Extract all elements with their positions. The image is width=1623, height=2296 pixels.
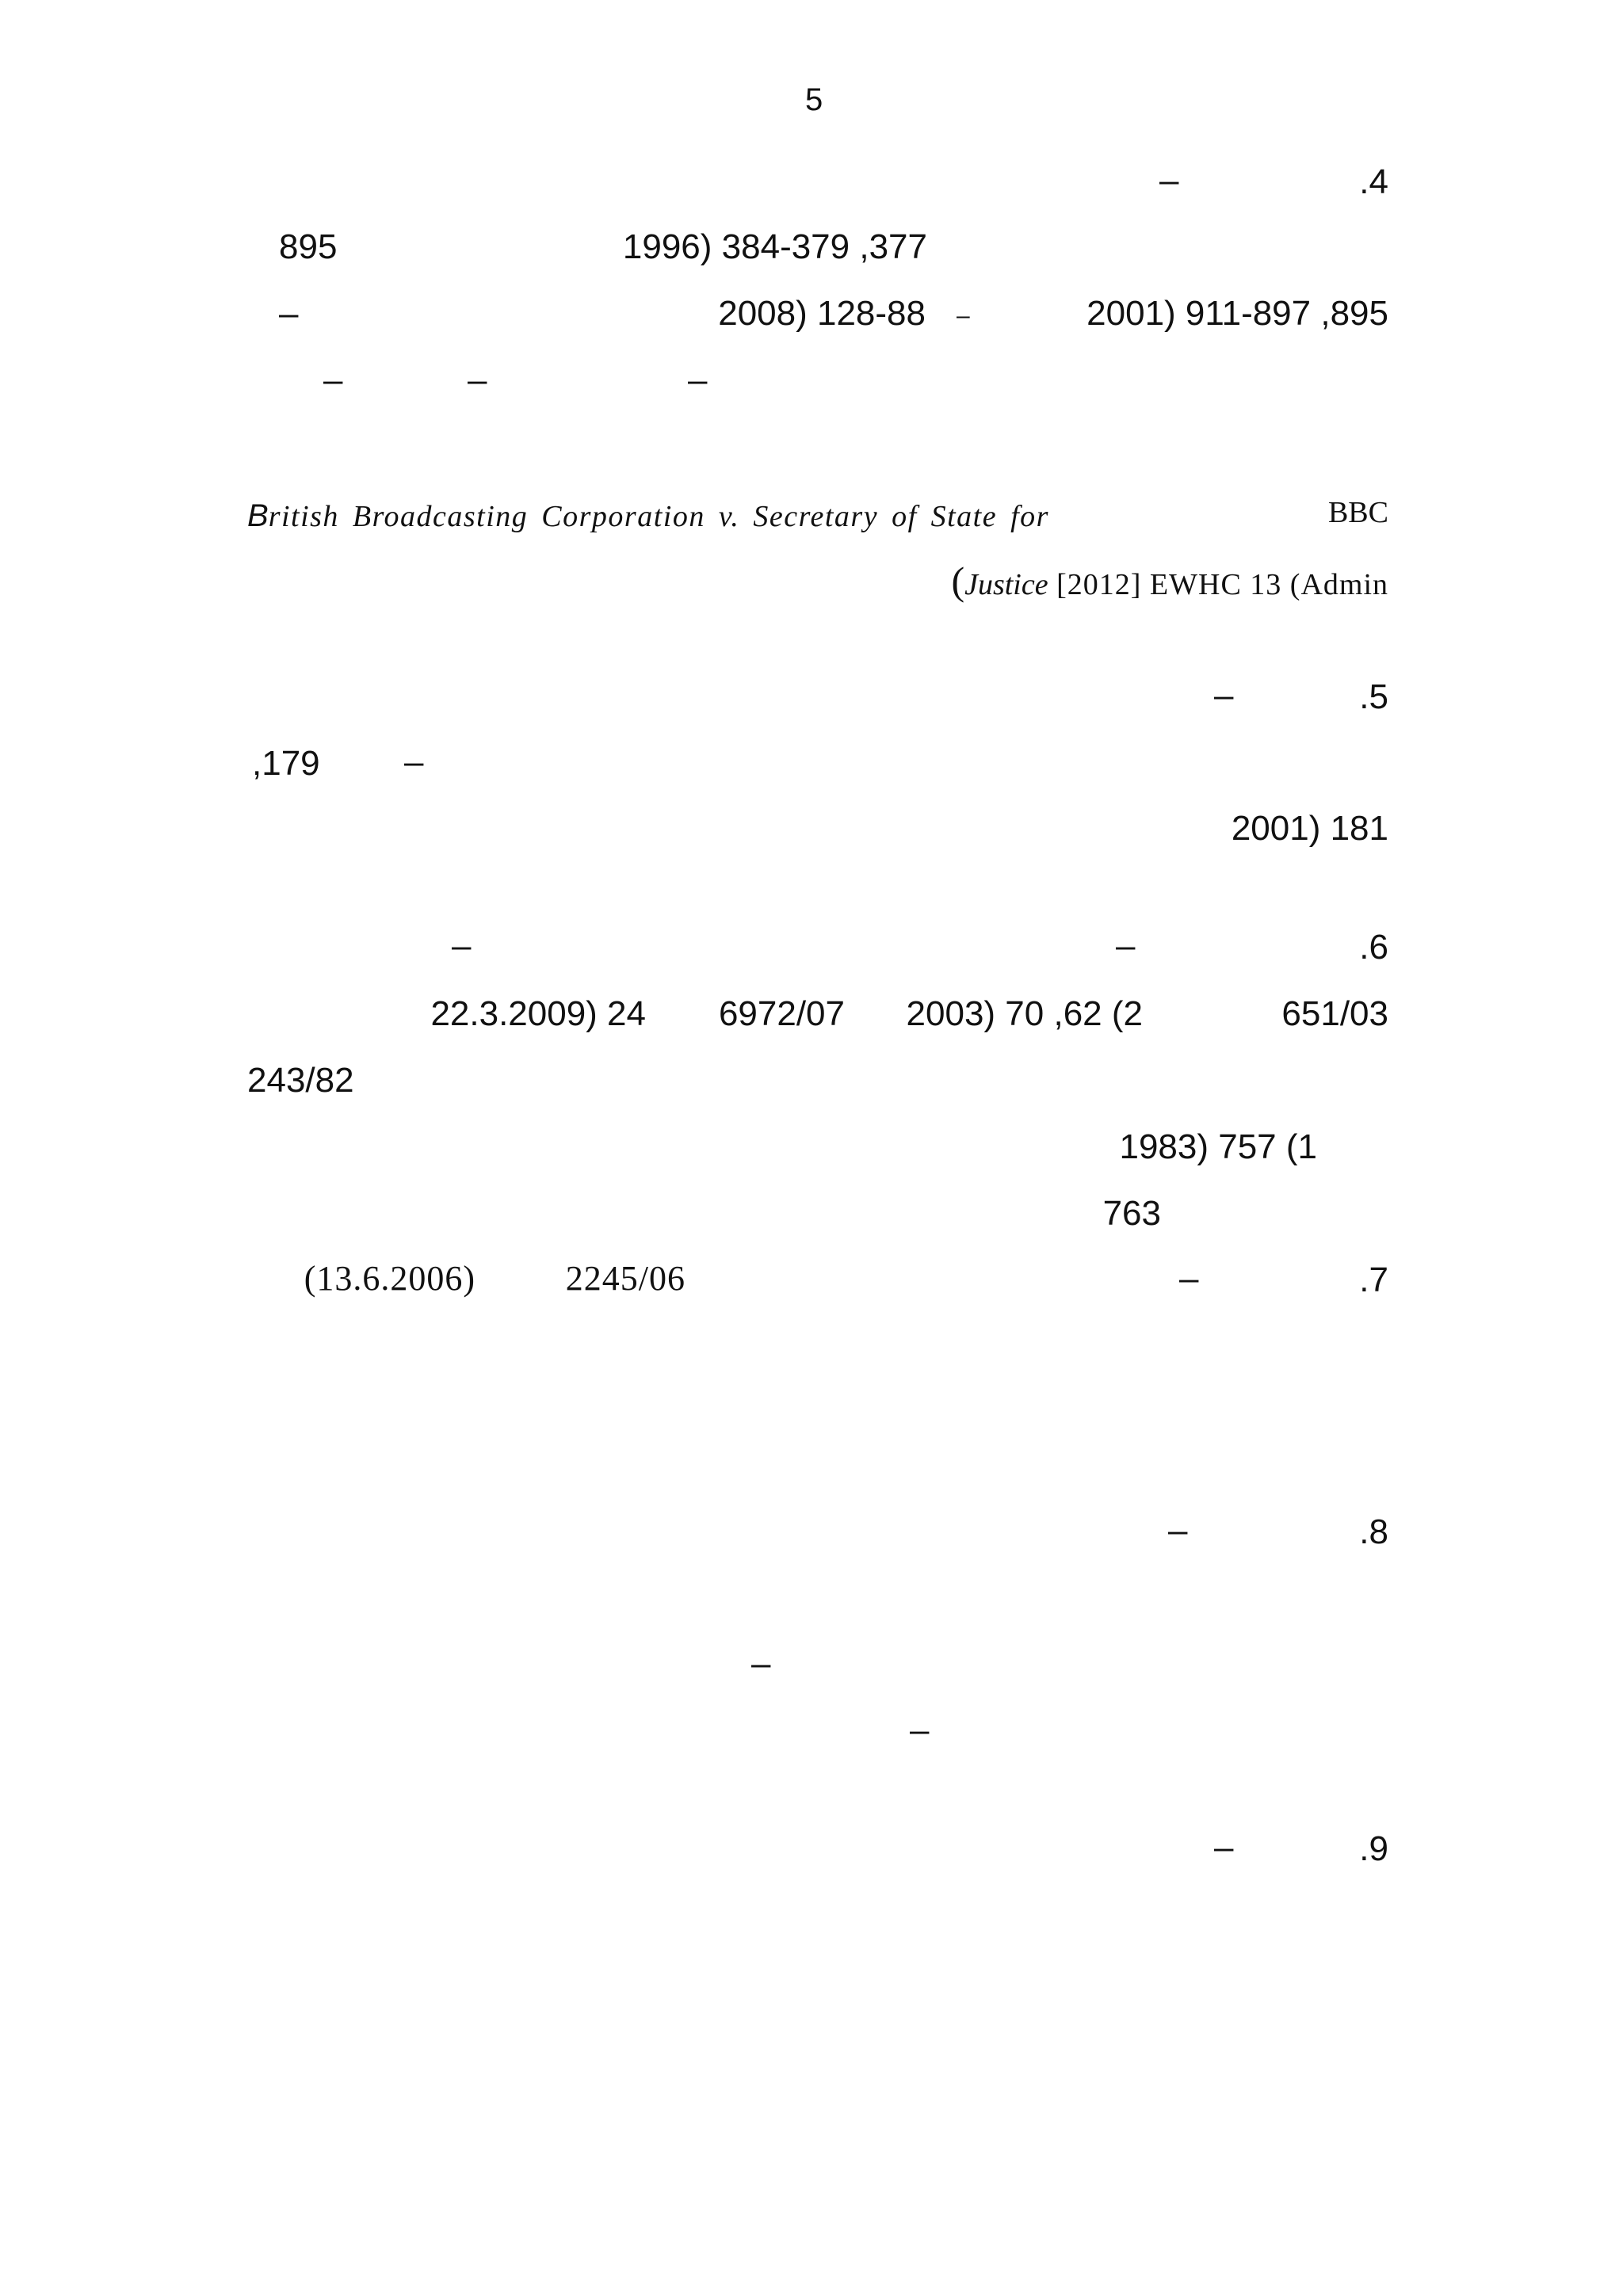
footnote-4-citation-895: 895 bbox=[279, 227, 338, 266]
footnote-number-8: .8 bbox=[1359, 1512, 1388, 1551]
footnote-number-4: .4 bbox=[1359, 162, 1388, 201]
footnote-4-citation-1996: 1996) 384-379 ,377 bbox=[622, 227, 927, 266]
footnote-6-page-763: 763 bbox=[1102, 1194, 1161, 1233]
footnote-7-case-2245: 2245/06 bbox=[565, 1259, 685, 1298]
footnote-4-dash-3: – bbox=[957, 303, 970, 329]
footnote-number-5: .5 bbox=[1359, 677, 1388, 716]
footnote-number-9: .9 bbox=[1359, 1829, 1388, 1868]
footnote-8-dash: – bbox=[1168, 1511, 1188, 1550]
footnote-5-dash-2: – bbox=[404, 742, 424, 781]
footnote-4-dash-2: – bbox=[279, 294, 299, 333]
footnote-8-dash-3: – bbox=[910, 1711, 930, 1749]
footnote-6-citation-1983: 1983) 757 (1 bbox=[1119, 1127, 1317, 1166]
footnote-4-dash-5: – bbox=[468, 360, 487, 399]
footnote-5-dash: – bbox=[1214, 676, 1234, 715]
footnote-6-citation-2003: 2003) 70 ,62 (2 bbox=[906, 994, 1143, 1033]
bbc-case-neutral-citation: [2012] EWHC 13 (Admin bbox=[1048, 568, 1388, 601]
footnote-8-dash-2: – bbox=[751, 1644, 771, 1683]
footnote-number-6: .6 bbox=[1359, 928, 1388, 967]
bbc-case-title-rest: ritish Broadcasting Corporation v. Secretary of State for bbox=[268, 500, 1049, 533]
footnote-4-dash-4: – bbox=[323, 360, 343, 399]
footnote-number-7: .7 bbox=[1359, 1261, 1388, 1299]
footnote-5-citation-2001: 2001) 181 bbox=[1231, 809, 1388, 848]
bbc-case-title bbox=[247, 498, 1049, 532]
footnote-6-dash: – bbox=[1116, 926, 1136, 965]
page-number: 5 bbox=[805, 82, 823, 117]
footnote-5-citation-179: ,179 bbox=[252, 744, 320, 783]
footnote-9-dash: – bbox=[1214, 1828, 1234, 1867]
bbc-case-justice: Justice bbox=[964, 568, 1048, 601]
footnote-4-citation-2008: 2008) 128-88 bbox=[718, 294, 926, 333]
footnote-7-dash: – bbox=[1179, 1259, 1199, 1298]
footnote-6-case-243: 243/82 bbox=[247, 1061, 354, 1100]
footnote-6-case-651: 651/03 bbox=[1281, 994, 1388, 1033]
footnote-6-citation-2009: 22.3.2009) 24 bbox=[430, 994, 646, 1033]
footnote-6-case-6972: 6972/07 bbox=[718, 994, 845, 1033]
footnote-6-dash-2: – bbox=[452, 926, 472, 965]
footnote-7-date: (13.6.2006) bbox=[304, 1259, 475, 1298]
footnote-4-dash-6: – bbox=[688, 360, 708, 399]
bbc-case-paren: ( bbox=[951, 559, 965, 603]
bbc-case-title-initial: B bbox=[247, 498, 269, 533]
footnote-4-dash: – bbox=[1159, 161, 1179, 200]
bbc-label: BBC bbox=[1327, 496, 1388, 529]
footnote-4-citation-2001: 2001) 911-897 ,895 bbox=[1086, 294, 1388, 333]
bbc-case-citation bbox=[951, 561, 1388, 601]
